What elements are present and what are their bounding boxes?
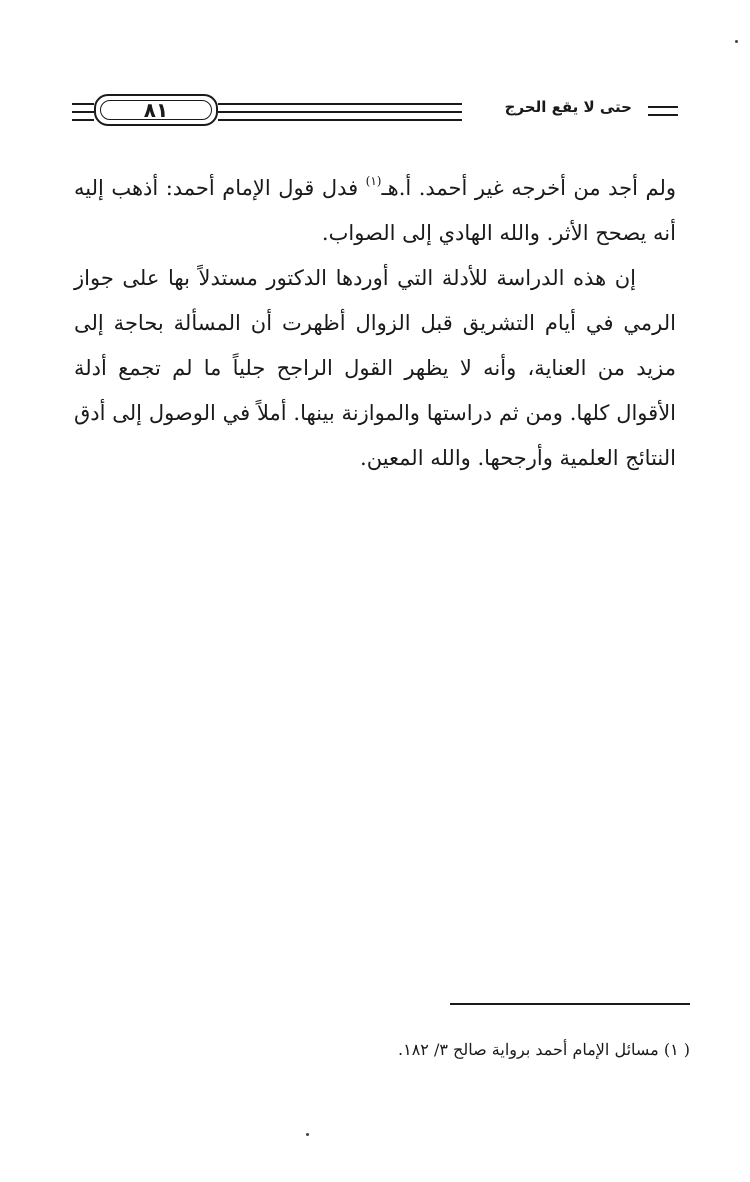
header-rule-left (72, 119, 94, 121)
paragraph (74, 166, 676, 256)
footnote-separator (450, 1003, 690, 1005)
paragraph-text: ولم أجد من أخرجه غير أحمد. أ.هـ (381, 176, 676, 200)
paragraph: إن هذه الدراسة للأدلة التي أوردها الدكتور مستدلاً بها على جواز الرمي في أيام التشريق قبل الزوال أظهرت أن المسألة بحاجة إلى مزيد من العناية، وأنه لا يظهر القول الراجح جلياً ما لم تجمع أدلة الأقوال كلها. ومن ثم دراستها والموازنة بينها. أملاً في الوصول إلى أدق النتائج العلمية وأرجحها. والله المعين. (74, 266, 676, 470)
header-rule-middle (218, 111, 462, 113)
scan-speck (306, 1133, 309, 1136)
footnote: ( ١) مسائل الإمام أحمد برواية صالح ٣/ ١٨٢. (398, 1040, 690, 1059)
paragraph-text: فدل قول الإمام أحمد: أذهب إليه أنه يصحح الأثر. والله الهادي إلى الصواب. (74, 176, 676, 245)
header-rule-left (72, 111, 94, 113)
header-rule-middle (218, 119, 462, 121)
footnote-reference[interactable]: (١) (365, 174, 382, 188)
header-rule-middle (218, 103, 462, 105)
page-number: ٨١ (143, 98, 169, 122)
running-header (72, 92, 678, 138)
page-number-frame (94, 94, 218, 126)
header-ornament (648, 114, 678, 116)
scan-speck (735, 40, 738, 43)
main-text (74, 166, 676, 481)
header-ornament (648, 106, 678, 108)
header-rule-left (72, 103, 94, 105)
running-title: حتى لا يقع الحرج (504, 98, 632, 116)
